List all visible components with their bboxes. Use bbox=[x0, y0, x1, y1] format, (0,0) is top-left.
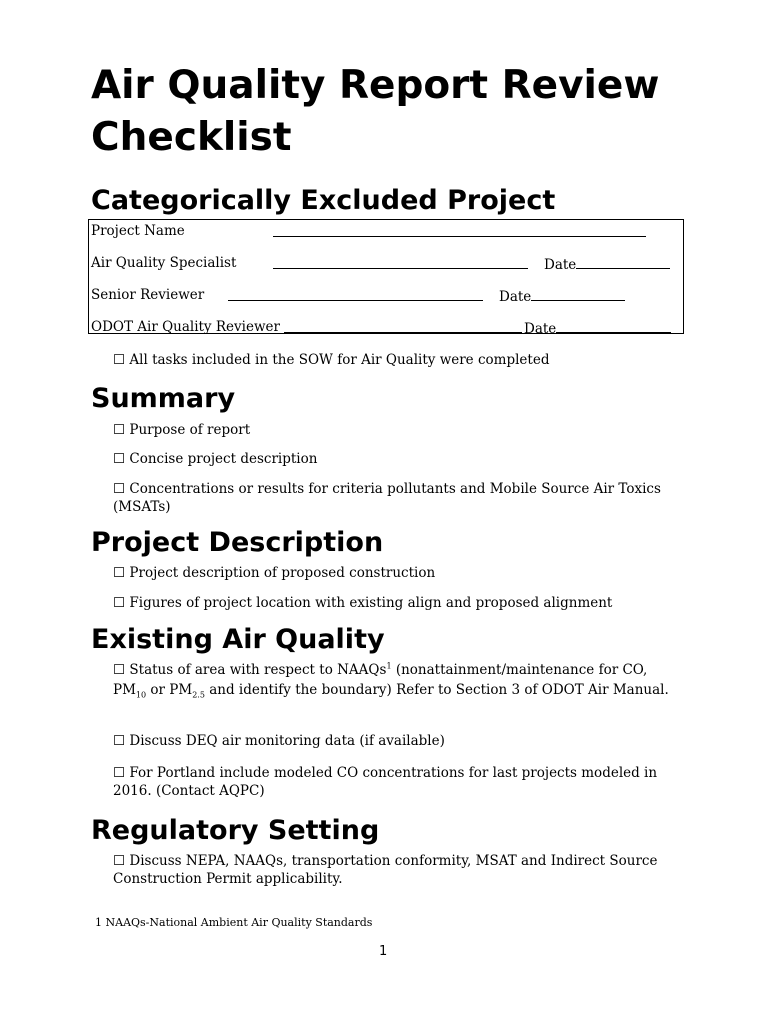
checklist-item-sow bbox=[113, 351, 683, 369]
item-text-part: (nonattainment/maintenance for CO, PM bbox=[113, 662, 648, 698]
footnote: 1 NAAQs-National Ambient Air Quality Standards bbox=[95, 916, 373, 929]
senior-reviewer-field[interactable] bbox=[228, 286, 483, 306]
odot-reviewer-field[interactable] bbox=[284, 318, 522, 338]
subscript: 2.5 bbox=[192, 690, 205, 700]
page-number: 1 bbox=[379, 944, 388, 959]
item-text-part: Status of area with respect to NAAQs bbox=[129, 662, 387, 678]
item-text: Discuss DEQ air monitoring data (if available) bbox=[129, 733, 445, 749]
checklist-item-portland bbox=[113, 764, 683, 800]
senior-reviewer-date-field[interactable] bbox=[531, 286, 625, 301]
section-heading-regulatory-setting: Regulatory Setting bbox=[91, 815, 380, 846]
item-text: For Portland include modeled CO concentrations for last projects modeled in 2016. (Contact AQPC) bbox=[113, 765, 658, 799]
checkbox-icon[interactable]: ☐ bbox=[113, 481, 126, 497]
specialist-date bbox=[544, 254, 670, 274]
checkbox-icon[interactable]: ☐ bbox=[113, 733, 126, 749]
senior-reviewer-date bbox=[499, 286, 625, 306]
item-text: Discuss NEPA, NAAQs, transportation conformity, MSAT and Indirect Source Construction Permit applicability. bbox=[113, 853, 658, 887]
specialist-field[interactable] bbox=[273, 254, 528, 274]
section-heading-existing-air-quality: Existing Air Quality bbox=[91, 624, 385, 655]
document-title: Air Quality Report Review Checklist bbox=[91, 63, 660, 160]
checkbox-icon[interactable]: ☐ bbox=[113, 595, 126, 611]
checklist-item-concise bbox=[113, 450, 683, 468]
item-text: Concise project description bbox=[129, 451, 318, 467]
item-text-part: and identify the boundary) Refer to Section 3 of ODOT Air Manual. bbox=[204, 681, 669, 698]
checkbox-icon[interactable]: ☐ bbox=[113, 422, 126, 438]
section-heading-summary: Summary bbox=[91, 383, 236, 414]
item-text: Figures of project location with existing align and proposed alignment bbox=[129, 595, 613, 611]
checklist-item-naaqs-status bbox=[113, 661, 683, 700]
item-text-part: or PM bbox=[146, 681, 193, 698]
specialist-date-field[interactable] bbox=[576, 254, 670, 269]
date-label: Date bbox=[499, 289, 532, 305]
odot-reviewer-label: ODOT Air Quality Reviewer bbox=[91, 319, 280, 335]
subscript: 10 bbox=[135, 690, 147, 700]
section-heading-project-description: Project Description bbox=[91, 527, 384, 558]
checkbox-icon[interactable]: ☐ bbox=[113, 352, 126, 368]
project-name-field[interactable] bbox=[273, 222, 646, 242]
project-info-box bbox=[88, 219, 684, 337]
date-label: Date bbox=[524, 321, 557, 337]
checklist-item-nepa bbox=[113, 852, 683, 888]
checklist-item-concentrations bbox=[113, 480, 683, 516]
senior-reviewer-label: Senior Reviewer bbox=[91, 287, 205, 303]
item-text: All tasks included in the SOW for Air Quality were completed bbox=[129, 352, 550, 368]
checkbox-icon[interactable]: ☐ bbox=[113, 853, 126, 869]
checklist-item-deq bbox=[113, 732, 683, 750]
checkbox-icon[interactable]: ☐ bbox=[113, 662, 126, 678]
checkbox-icon[interactable]: ☐ bbox=[113, 765, 126, 781]
checkbox-icon[interactable]: ☐ bbox=[113, 565, 126, 581]
checkbox-icon[interactable]: ☐ bbox=[113, 451, 126, 467]
item-text: Concentrations or results for criteria pollutants and Mobile Source Air Toxics (MSATs) bbox=[113, 481, 661, 515]
item-text: Purpose of report bbox=[129, 422, 251, 438]
specialist-label: Air Quality Specialist bbox=[91, 255, 237, 271]
project-name-label: Project Name bbox=[91, 223, 185, 239]
checklist-item-purpose bbox=[113, 421, 683, 439]
checklist-item-proposed-construction bbox=[113, 564, 683, 582]
footnote-ref: 1 bbox=[386, 661, 392, 671]
date-label: Date bbox=[544, 257, 577, 273]
section-heading-excluded: Categorically Excluded Project bbox=[91, 185, 556, 216]
checklist-item-figures bbox=[113, 594, 683, 612]
item-text: Project description of proposed construction bbox=[129, 565, 436, 581]
odot-reviewer-date-field[interactable] bbox=[556, 318, 671, 333]
odot-reviewer-date bbox=[524, 318, 671, 338]
